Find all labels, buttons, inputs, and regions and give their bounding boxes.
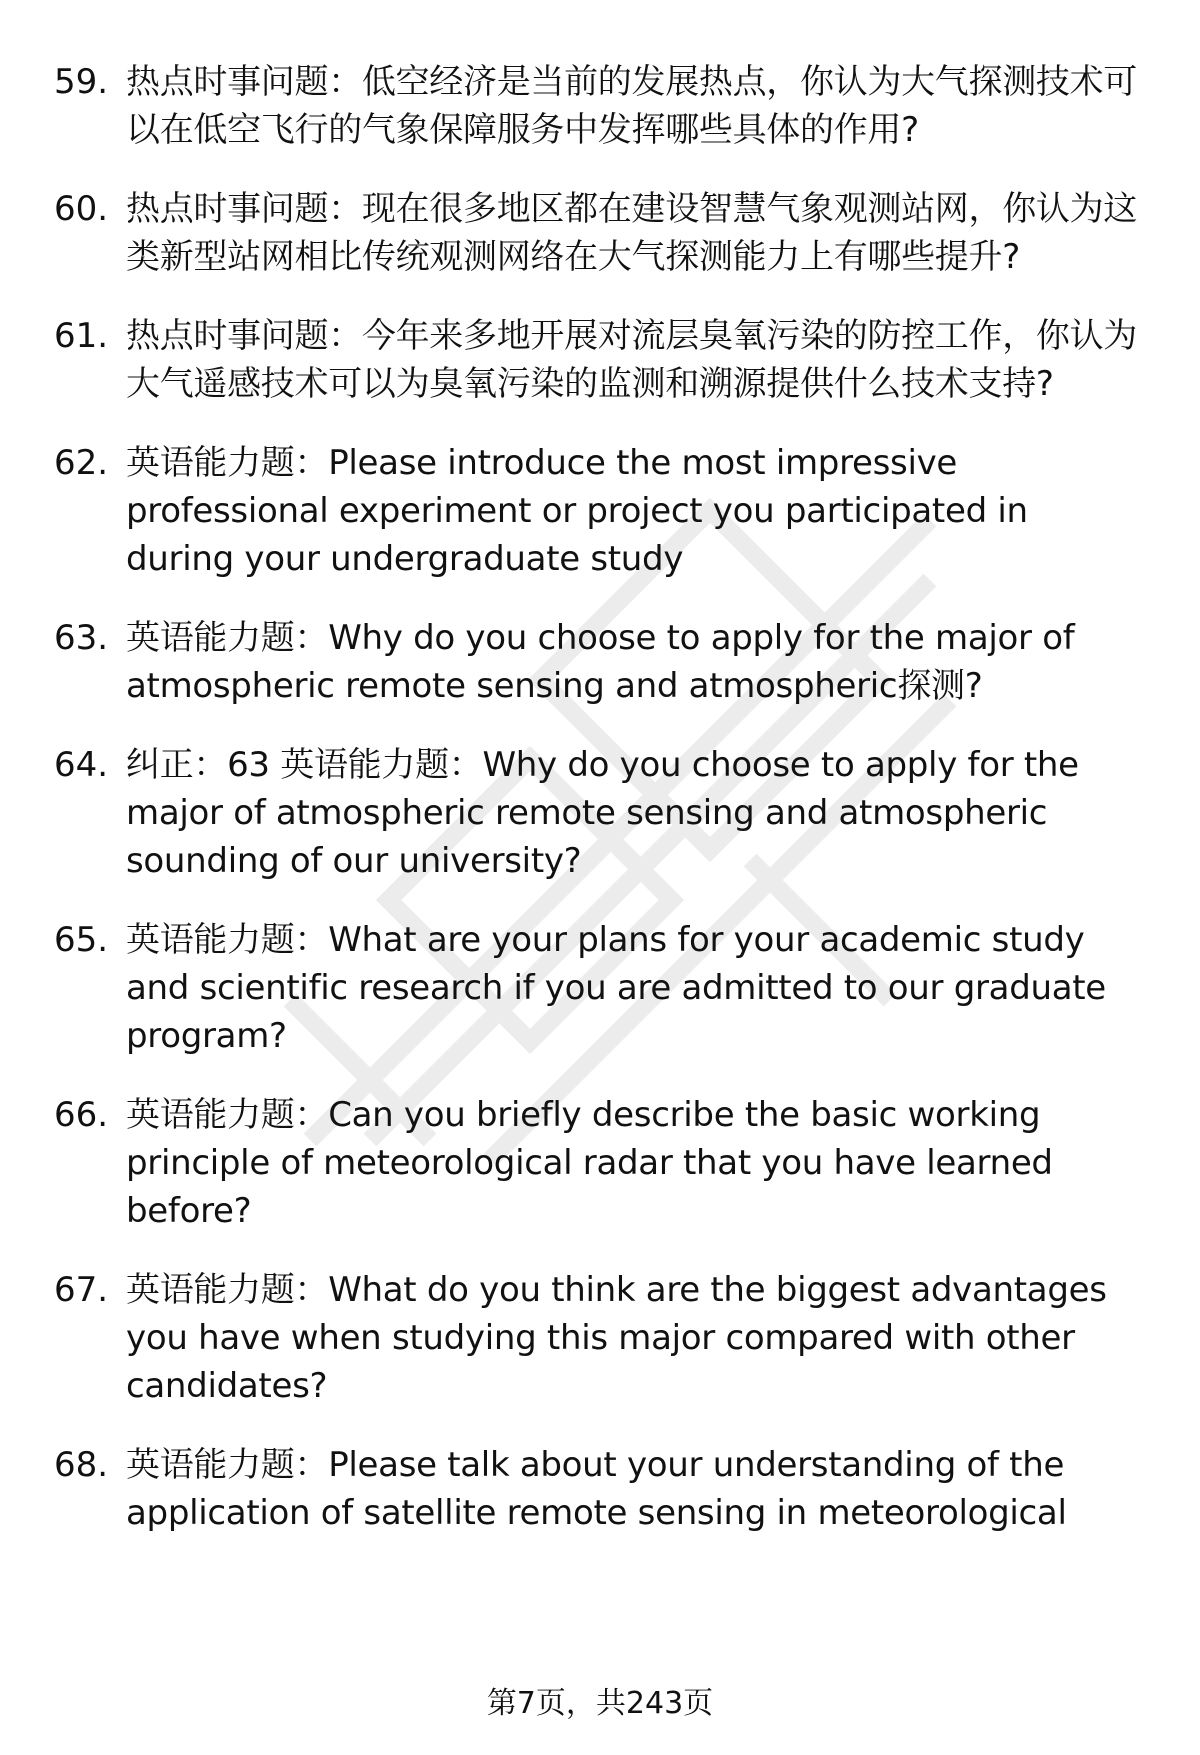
question-item [0, 185, 1200, 281]
question-text: 热点时事问题：现在很多地区都在建设智慧气象观测站网，你认为这类新型站网相比传统观测网络在大气探测能力上有哪些提升? [126, 189, 1137, 277]
question-text: 纠正：63 英语能力题：Why do you choose to apply for the major of atmospheric remote sensing and atmospheric sounding of our university? [126, 745, 1079, 881]
question-item [0, 58, 1200, 154]
question-number: 67. [54, 1270, 109, 1310]
question-item [0, 1091, 1200, 1235]
question-number: 60. [54, 189, 109, 229]
question-number: 68. [54, 1445, 109, 1485]
question-text: 英语能力题：Why do you choose to apply for the major of atmospheric remote sensing and atmospheric探测? [126, 618, 1075, 706]
question-item [0, 312, 1200, 408]
question-number: 62. [54, 443, 109, 483]
question-text: 英语能力题：What are your plans for your academic study and scientific research if you are admitted to our graduate program? [126, 920, 1106, 1056]
question-text: 热点时事问题：今年来多地开展对流层臭氧污染的防控工作，你认为大气遥感技术可以为臭氧污染的监测和溯源提供什么技术支持? [126, 316, 1137, 404]
question-text: 热点时事问题：低空经济是当前的发展热点，你认为大气探测技术可以在低空飞行的气象保障服务中发挥哪些具体的作用? [126, 62, 1137, 150]
question-text: 英语能力题：Please talk about your understanding of the application of satellite remote sensing in meteorological [126, 1445, 1067, 1533]
question-item [0, 916, 1200, 1060]
question-number: 64. [54, 745, 109, 785]
question-item [0, 741, 1200, 885]
question-number: 66. [54, 1095, 109, 1135]
question-item [0, 614, 1200, 710]
question-number: 61. [54, 316, 109, 356]
question-number: 65. [54, 920, 109, 960]
question-item [0, 1266, 1200, 1410]
question-item [0, 439, 1200, 583]
question-number: 63. [54, 618, 109, 658]
question-text: 英语能力题：Please introduce the most impressive professional experiment or project you participated in during your undergraduate study [126, 443, 1028, 579]
question-text: 英语能力题：What do you think are the biggest advantages you have when studying this major compared with other candidates? [126, 1270, 1107, 1406]
question-number: 59. [54, 62, 109, 102]
page-footer: 第7页，共243页 [486, 1686, 714, 1721]
question-item [0, 1441, 1200, 1537]
question-text: 英语能力题：Can you briefly describe the basic working principle of meteorological radar that you have learned before? [126, 1095, 1053, 1231]
question-list [0, 58, 1200, 1537]
